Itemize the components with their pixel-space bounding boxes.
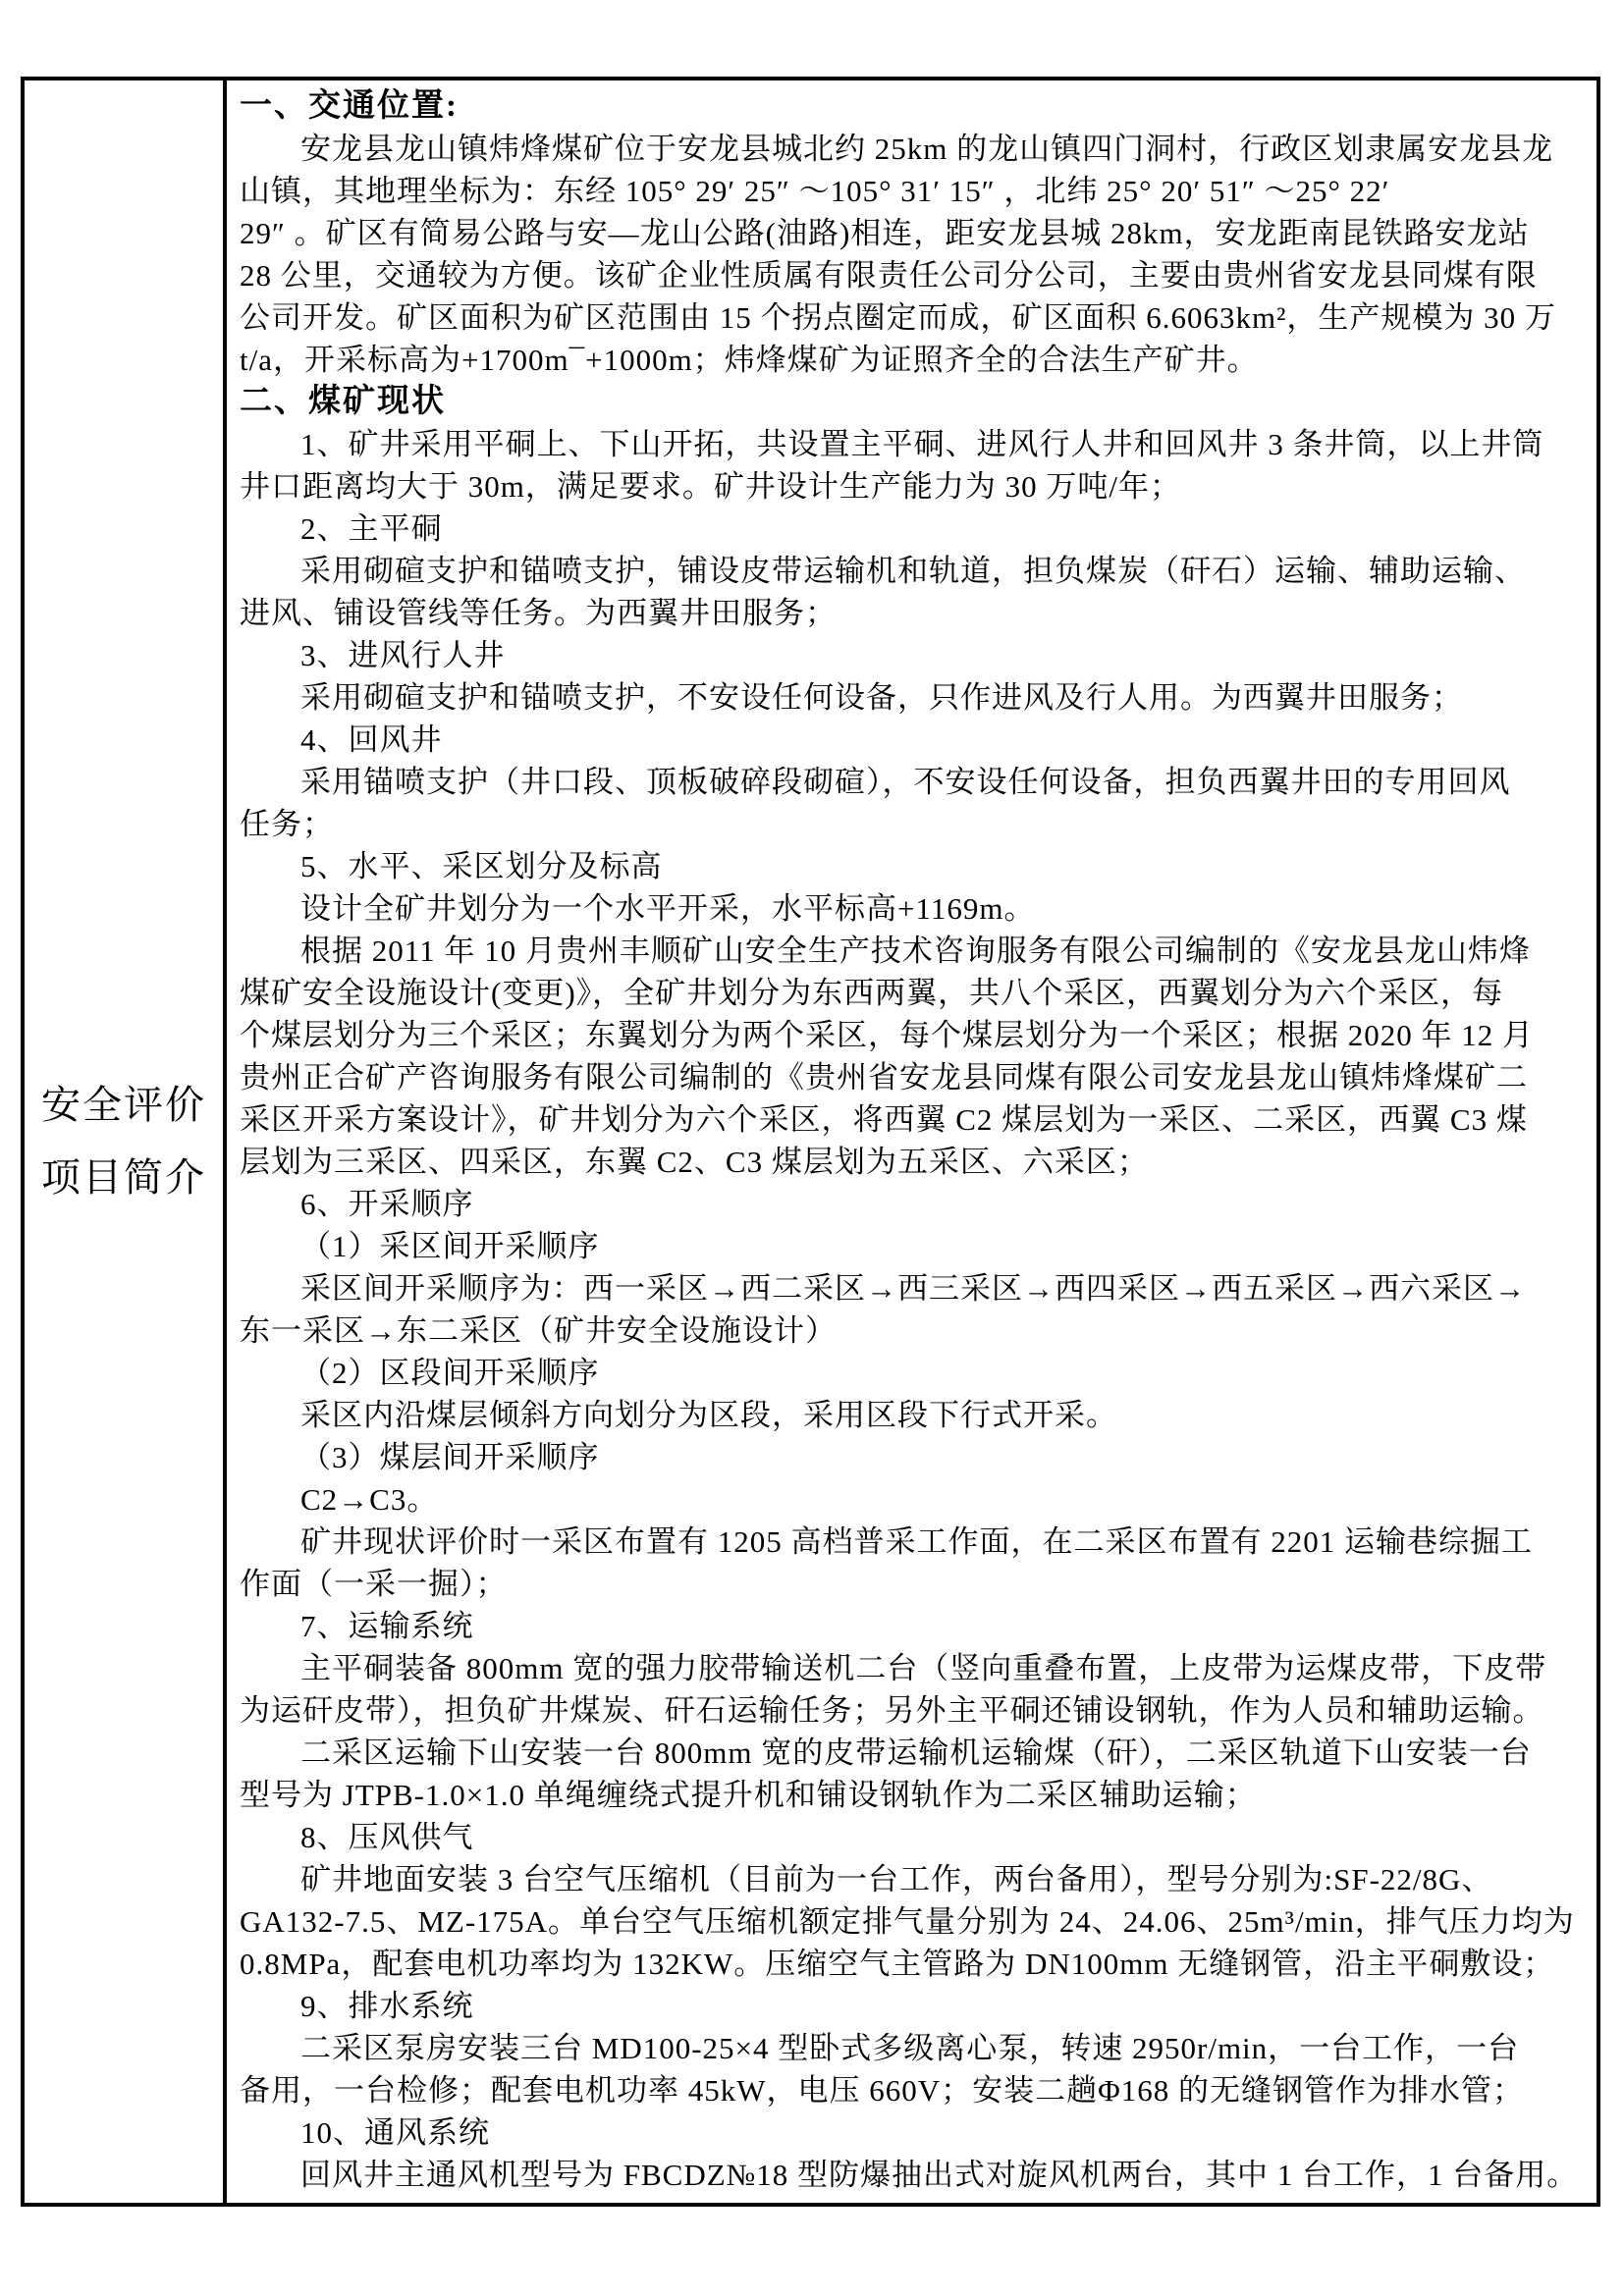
text-line: GA132-7.5、MZ-175A。单台空气压缩机额定排气量分别为 24、24.06、25m³/min，排气压力均为 (240, 1904, 1575, 1939)
text-line: 采用锚喷支护（井口段、顶板破碎段砌碹），不安设任何设备，担负西翼井田的专用回风 (300, 765, 1511, 799)
text-line: 4、回风井 (300, 722, 443, 757)
text-line: C2→C3。 (300, 1482, 439, 1517)
text-line: 3、进风行人井 (300, 638, 506, 672)
text-line: 2、主平硐 (300, 511, 443, 546)
text-line: 主平硐装备 800mm 宽的强力胶带输送机二台（竖向重叠布置，上皮带为运煤皮带，下皮带 (300, 1651, 1547, 1685)
text-line: 采区内沿煤层倾斜方向划分为区段，采用区段下行式开采。 (300, 1398, 1117, 1432)
text-line: 层划为三采区、四采区，东翼 C2、C3 煤层划为五采区、六采区； (240, 1145, 1149, 1179)
text-line: 贵州正合矿产咨询服务有限公司编制的《贵州省安龙县同煤有限公司安龙县龙山镇炜烽煤矿二 (240, 1060, 1528, 1095)
text-line: 东一采区→东二采区（矿井安全设施设计） (240, 1313, 837, 1348)
text-line: 进风、铺设管线等任务。为西翼井田服务； (240, 596, 837, 630)
label-line-1: 安全评价 (41, 1083, 206, 1127)
text-line: 二、煤矿现状 (240, 384, 446, 419)
text-line: 采用砌碹支护和锚喷支护，不安设任何设备，只作进风及行人用。为西翼井田服务； (300, 680, 1463, 715)
project-intro-table (21, 77, 1600, 2207)
text-line: 7、运输系统 (300, 1609, 474, 1643)
text-line: 安龙县龙山镇炜烽煤矿位于安龙县城北约 25km 的龙山镇四门洞村，行政区划隶属安龙县龙 (300, 132, 1554, 166)
text-line: 回风井主通风机型号为 FBCDZ№18 型防爆抽出式对旋风机两台，其中 1 台工作，1 台备用。 (300, 2158, 1579, 2192)
text-line: 山镇，其地理坐标为：东经 105° 29′ 25″ ～105° 31′ 15″ ，北纬 25° 20′ 51″ ～25° 22′ (240, 174, 1390, 208)
row-label-cell (25, 80, 227, 2203)
text-line: 9、排水系统 (300, 1989, 474, 2023)
text-line: 为运矸皮带），担负矿井煤炭、矸石运输任务；另外主平硐还铺设钢轨，作为人员和辅助运输。 (240, 1693, 1544, 1728)
text-line: 6、开采顺序 (300, 1187, 474, 1221)
text-line: 采区间开采顺序为：西一采区→西二采区→西三采区→西四采区→西五采区→西六采区→ (300, 1271, 1526, 1306)
text-line: 一、交通位置: (240, 88, 459, 124)
text-line: 二采区运输下山安装一台 800mm 宽的皮带运输机运输煤（矸），二采区轨道下山安装一台 (300, 1735, 1532, 1770)
text-line: 井口距离均大于 30m，满足要求。矿井设计生产能力为 30 万吨/年； (240, 469, 1181, 504)
text-line: 根据 2011 年 10 月贵州丰顺矿山安全生产技术咨询服务有限公司编制的《安龙县龙山炜烽 (300, 934, 1531, 968)
text-line: 任务； (240, 807, 334, 841)
text-line: 采区开采方案设计》，矿井划分为六个采区，将西翼 C2 煤层划为一采区、二采区，西翼 C3 煤 (240, 1102, 1528, 1137)
text-line: 公司开发。矿区面积为矿区范围由 15 个拐点圈定而成，矿区面积 6.6063km²，生产规模为 30 万 (240, 300, 1556, 335)
text-line: t/a，开采标高为+1700m¯+1000m；炜烽煤矿为证照齐全的合法生产矿井。 (240, 343, 1259, 377)
content-cell (227, 80, 1597, 2203)
text-line: 8、压风供气 (300, 1820, 474, 1854)
text-line: （1）采区间开采顺序 (300, 1229, 600, 1263)
text-line: 设计全矿井划分为一个水平开采，水平标高+1169m。 (300, 891, 1036, 926)
text-line: 采用砌碹支护和锚喷支护，铺设皮带运输机和轨道，担负煤炭（矸石）运输、辅助运输、 (300, 554, 1526, 588)
text-line: 1、矿井采用平硐上、下山开拓，共设置主平硐、进风行人井和回风井 3 条井筒，以上井筒 (300, 427, 1544, 461)
text-line: 二采区泵房安装三台 MD100-25×4 型卧式多级离心泵，转速 2950r/min，一台工作，一台 (300, 2031, 1520, 2065)
text-line: 10、通风系统 (300, 2115, 490, 2150)
text-line: 煤矿安全设施设计(变更)》，全矿井划分为东西两翼，共八个采区，西翼划分为六个采区，每 (240, 976, 1504, 1010)
text-line: 型号为 JTPB-1.0×1.0 单绳缠绕式提升机和铺设钢轨作为二采区辅助运输； (240, 1778, 1257, 1812)
text-line: 28 公里，交通较为方便。该矿企业性质属有限责任公司分公司，主要由贵州省安龙县同煤有限 (240, 258, 1538, 293)
text-line: 矿井现状评价时一采区布置有 1205 高档普采工作面，在二采区布置有 2201 运输巷综掘工 (300, 1524, 1533, 1559)
text-line: 5、水平、采区划分及标高 (300, 849, 663, 883)
text-line: 作面（一采一掘）； (240, 1567, 508, 1601)
text-line: 0.8MPa，配套电机功率均为 132KW。压缩空气主管路为 DN100mm 无缝钢管，沿主平硐敷设； (240, 1947, 1555, 1981)
text-line: 个煤层划分为三个采区；东翼划分为两个采区，每个煤层划分为一个采区；根据 2020 年 12 月 (240, 1018, 1534, 1052)
text-line: 矿井地面安装 3 台空气压缩机（目前为一台工作，两台备用），型号分别为:SF-22/8G、 (300, 1862, 1493, 1896)
label-line-2: 项目简介 (41, 1155, 206, 1200)
text-line: 备用，一台检修；配套电机功率 45kW，电压 660V；安装二趟Φ168 的无缝钢管作为排水管； (240, 2073, 1525, 2108)
text-line: （2）区段间开采顺序 (300, 1356, 600, 1390)
text-line: （3）煤层间开采顺序 (300, 1440, 600, 1474)
text-line: 29″ 。矿区有简易公路与安—龙山公路(油路)相连，距安龙县城 28km，安龙距南昆铁路安龙站 (240, 216, 1530, 250)
